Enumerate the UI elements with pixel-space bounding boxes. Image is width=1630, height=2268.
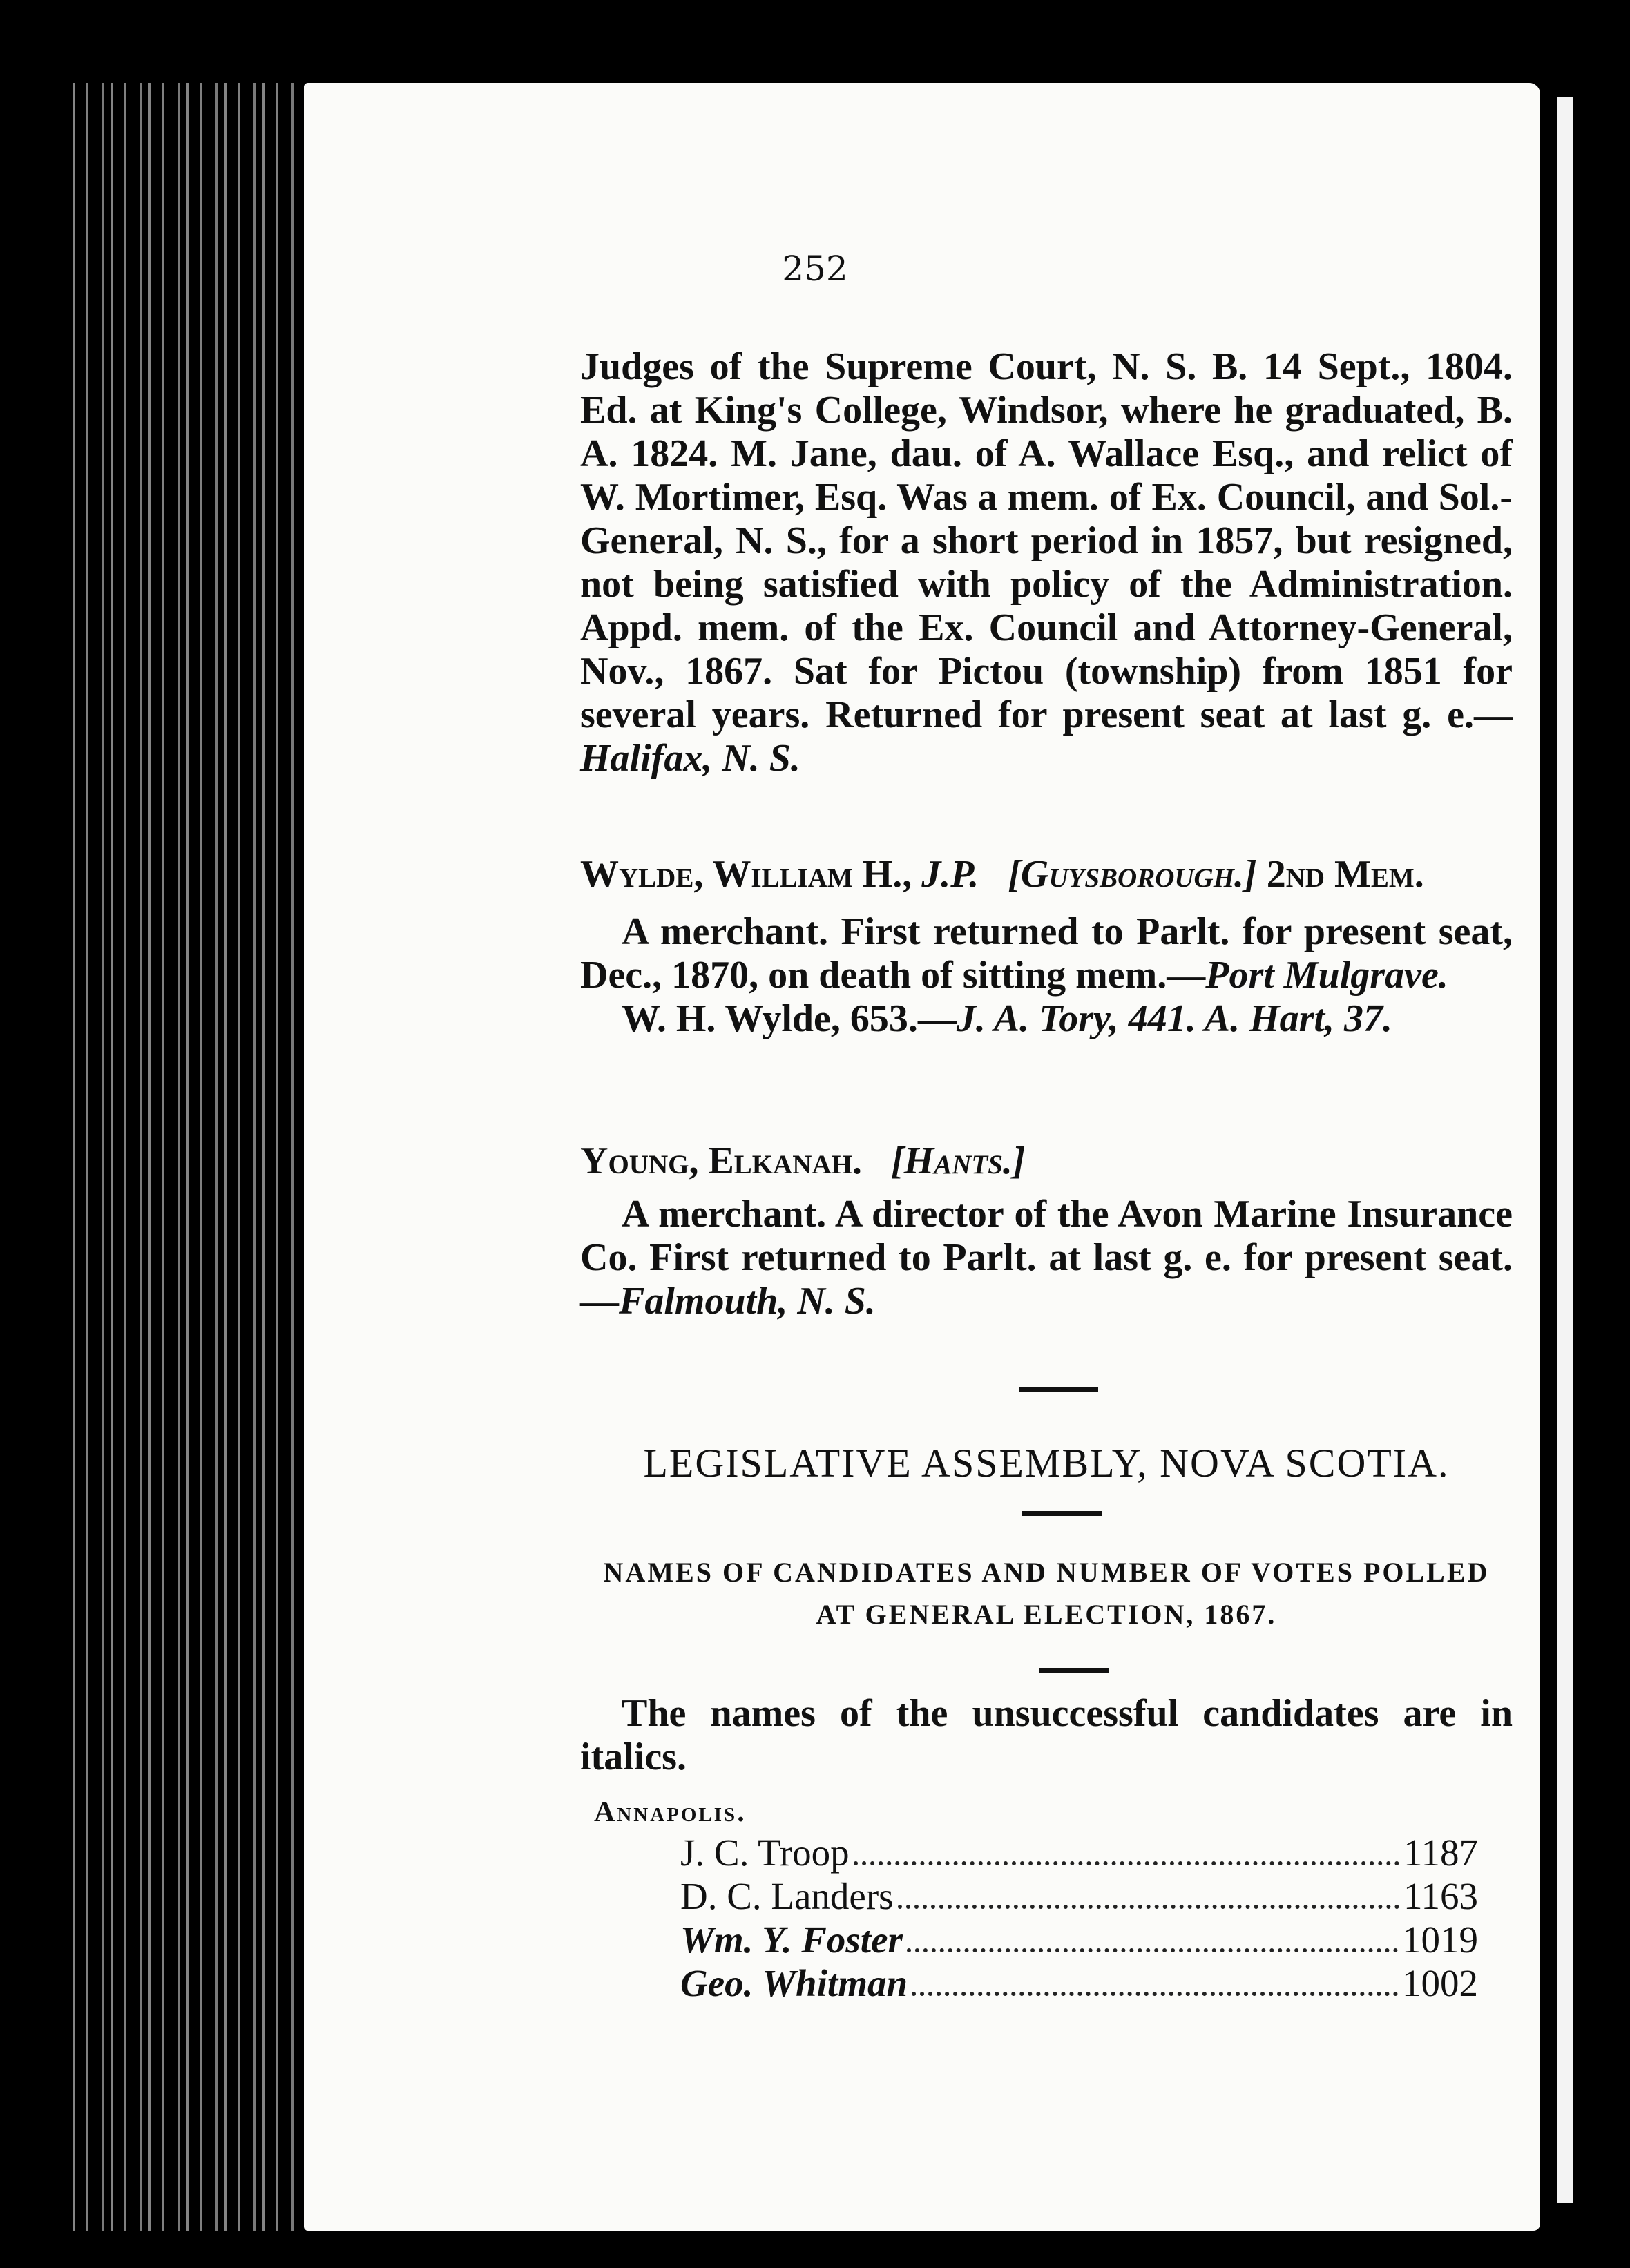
binding-gutter [0, 0, 304, 2268]
entry-wylde-title: J.P. [921, 853, 979, 896]
dot-leader [907, 1948, 1398, 1952]
binding-shadow [66, 83, 294, 2231]
divider-rule [1022, 1511, 1102, 1516]
entry-young-bio-text: A merchant. A director of the Avon Marine Insurance Co. First returned to Parlt. at last g. e. for present seat.— [580, 1193, 1513, 1323]
divider-rule [1019, 1387, 1098, 1392]
entry-wylde-results-winner: W. H. Wylde, 653.— [622, 997, 957, 1040]
candidate-name: Wm. Y. Foster [680, 1919, 903, 1961]
candidate-row [680, 1919, 1478, 1962]
candidate-votes: 1002 [1402, 1962, 1478, 2004]
entry-wylde-bio-text: A merchant. First returned to Parlt. for present seat, Dec., 1870, on death of sitting mem.— [580, 910, 1513, 997]
entry-wylde-address: Port Mulgrave. [1205, 954, 1448, 997]
entry-young-bio [580, 1193, 1513, 1323]
entry-young-heading [580, 1140, 1513, 1183]
entry-wylde-member-note: 2nd Mem. [1266, 853, 1424, 896]
candidate-row [680, 1962, 1478, 2006]
section-subheading [580, 1556, 1513, 1631]
candidate-row [680, 1832, 1478, 1875]
candidate-votes: 1019 [1402, 1919, 1478, 1961]
candidate-row [680, 1875, 1478, 1919]
county-heading: Annapolis. [594, 1796, 747, 1828]
continued-entry-text [580, 345, 1513, 780]
page-number: 252 [782, 249, 848, 289]
entry-wylde [580, 853, 1513, 1041]
italics-note [580, 1692, 1513, 1779]
candidate-name: J. C. Troop [680, 1832, 850, 1874]
divider-rule [1039, 1668, 1109, 1673]
continued-entry-address: Halifax, N. S. [580, 737, 800, 780]
continued-entry [580, 345, 1513, 780]
candidate-votes: 1187 [1403, 1832, 1478, 1874]
dot-leader [898, 1905, 1399, 1909]
dot-leader [912, 1992, 1398, 1996]
subheading-line-2: AT GENERAL ELECTION, 1867. [816, 1599, 1277, 1630]
italics-note-text: The names of the unsuccessful candidates are in italics. [580, 1692, 1513, 1778]
entry-young [580, 1140, 1513, 1323]
page-edge [1557, 97, 1573, 2203]
entry-wylde-name: Wylde, William H., [580, 853, 912, 896]
entry-wylde-results [580, 997, 1513, 1041]
entry-young-constituency: [Hants.] [890, 1140, 1026, 1182]
dot-leader [854, 1861, 1399, 1865]
entry-wylde-constituency: [Guysborough.] [1008, 853, 1257, 896]
candidate-list [680, 1832, 1478, 2006]
candidate-name: D. C. Landers [680, 1875, 894, 1917]
candidate-votes: 1163 [1403, 1875, 1478, 1917]
continued-entry-body: Judges of the Supreme Court, N. S. B. 14 Sept., 1804. Ed. at King's College, Windsor, where he graduated, B. A. 1824. M. Jane, dau. of A. Wallace Esq., and relict of W. Mortimer, Esq. Was a mem. of Ex. Council, and Sol.-General, N. S., for a short period in 1857, but resigned, not being satisfied with policy of the Administration. Appd. mem. of the Ex. Council and Attorney-General, Nov., 1867. Sat for Pictou (township) from 1851 for several years. Returned for present seat at last g. e.— [580, 345, 1513, 736]
entry-wylde-heading [580, 853, 1513, 896]
entry-young-name: Young, Elkanah. [580, 1140, 862, 1182]
subheading-line-1: NAMES OF CANDIDATES AND NUMBER OF VOTES POLLED [603, 1557, 1490, 1588]
entry-wylde-results-others: J. A. Tory, 441. A. Hart, 37. [956, 997, 1392, 1040]
candidate-name: Geo. Whitman [680, 1962, 908, 2004]
entry-wylde-bio [580, 910, 1513, 997]
entry-young-address: Falmouth, N. S. [619, 1280, 876, 1323]
section-heading: LEGISLATIVE ASSEMBLY, NOVA SCOTIA. [643, 1441, 1450, 1486]
